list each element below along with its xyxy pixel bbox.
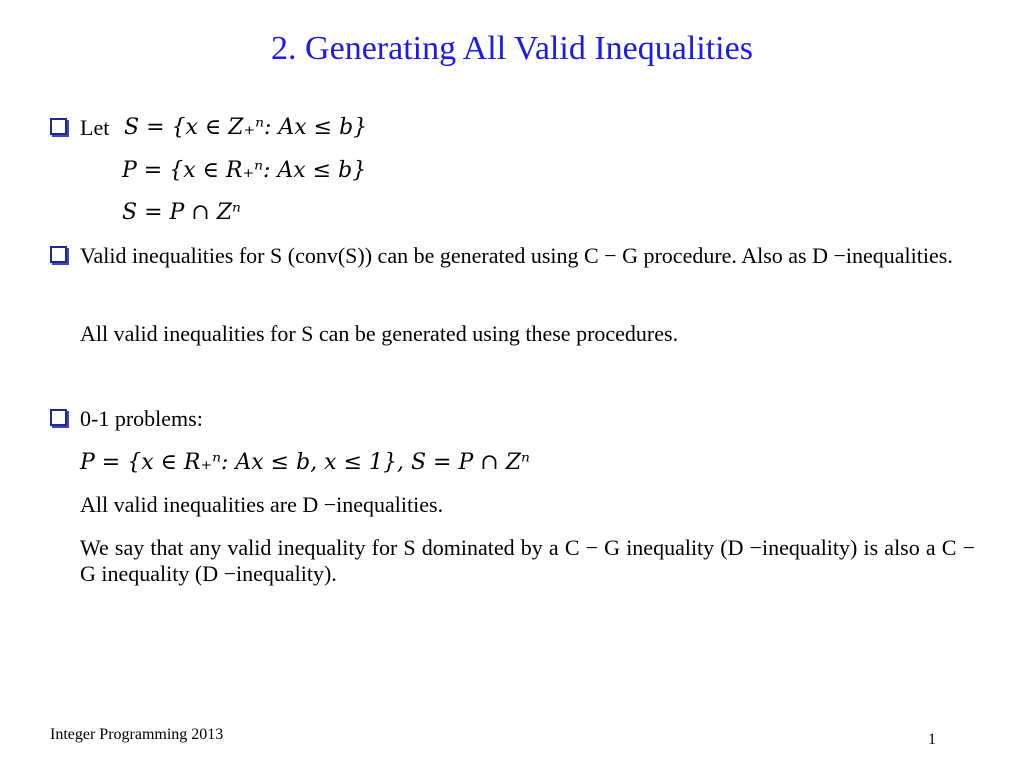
slide-title: 2. Generating All Valid Inequalities — [271, 30, 753, 67]
set-p-definition: P = {x ∈ R₊ⁿ: Ax ≤ b} — [122, 158, 367, 183]
bullet-2-followup: All valid inequalities for S can be generated using these procedures. — [80, 321, 679, 346]
set-s-definition: S = {x ∈ Z₊ⁿ: Ax ≤ b} — [124, 115, 368, 140]
bullet-1-lead: Let — [80, 115, 110, 140]
bullet-3-lead: 0-1 problems: — [80, 406, 203, 431]
footer-course: Integer Programming 2013 — [50, 726, 224, 743]
square-bullet-icon — [50, 409, 67, 426]
s-equals-p-cap-zn: S = P ∩ Zⁿ — [122, 200, 241, 225]
bullet-3-text-1: All valid inequalities are D −inequalities. — [80, 492, 444, 517]
page-number: 1 — [928, 731, 936, 748]
square-bullet-icon — [50, 118, 67, 135]
zero-one-p-definition: P = {x ∈ R₊ⁿ: Ax ≤ b, x ≤ 1}, S = P ∩ Zⁿ — [80, 450, 530, 475]
bullet-2-text: Valid inequalities for S (conv(S)) can be generated using C − G procedure. Also as D −inequalities. — [80, 243, 953, 268]
square-bullet-icon — [50, 246, 67, 263]
bullet-3-text-2: We say that any valid inequality for S dominated by a C − G inequality (D −inequality) is also a C − G inequality (D −inequality). — [80, 535, 975, 586]
